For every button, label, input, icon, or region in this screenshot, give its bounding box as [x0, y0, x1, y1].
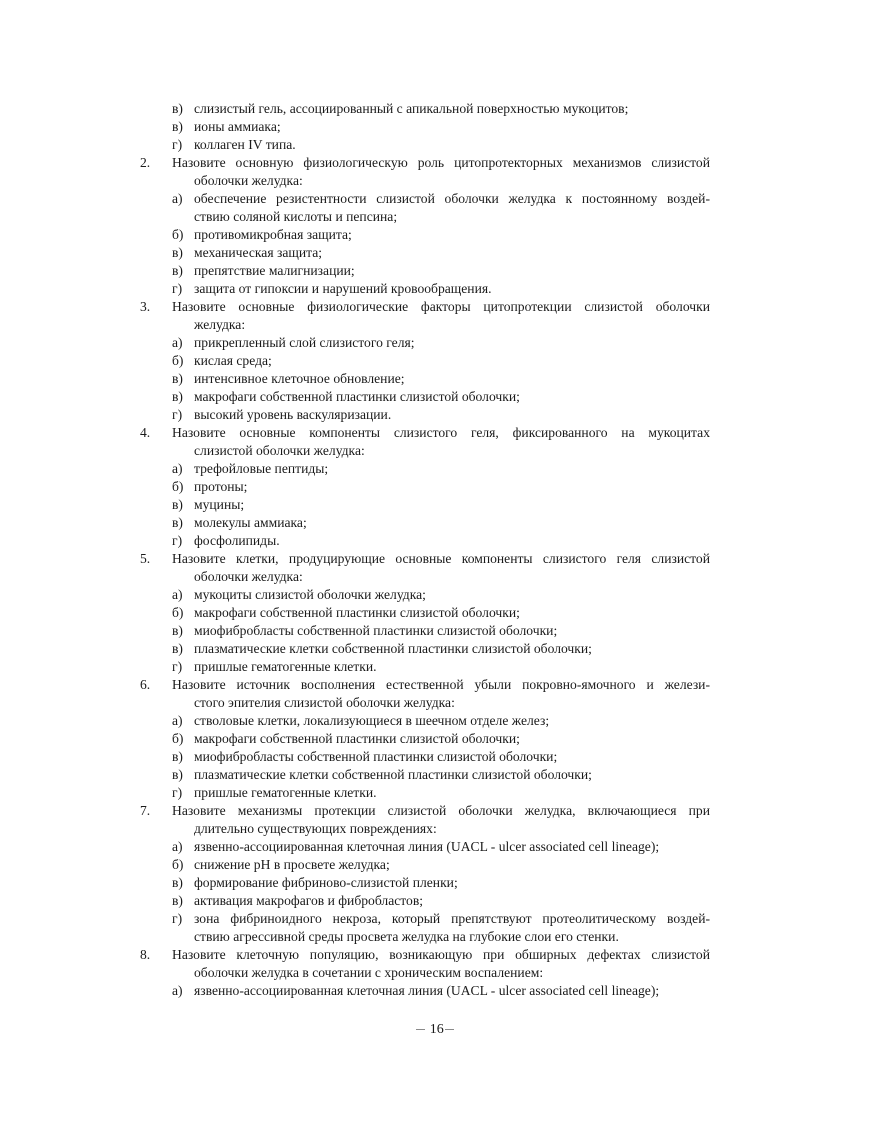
question-text: Назовите основную физиологическую роль цитопротекторных механизмов слизистой	[172, 155, 710, 170]
question-list	[140, 100, 710, 1000]
option-text: фосфолипиды.	[194, 533, 280, 548]
answer-option	[140, 784, 710, 802]
option-marker: г)	[172, 281, 183, 296]
continuation-line: оболочки желудка:	[194, 173, 303, 188]
question-line	[140, 802, 710, 820]
option-marker: в)	[172, 875, 183, 890]
option-text: протоны;	[194, 479, 248, 494]
answer-option	[140, 136, 710, 154]
option-text: миофибробласты собственной пластинки слизистой оболочки;	[194, 623, 558, 638]
answer-option	[140, 100, 710, 118]
answer-option	[140, 352, 710, 370]
option-marker: а)	[172, 839, 183, 854]
option-marker: в)	[172, 245, 183, 260]
option-marker: а)	[172, 335, 183, 350]
answer-option	[140, 514, 710, 532]
option-marker: г)	[172, 137, 183, 152]
option-marker: в)	[172, 749, 183, 764]
option-text: формирование фибриново-слизистой пленки;	[194, 875, 458, 890]
question-number: 6.	[140, 677, 151, 692]
option-marker: г)	[172, 911, 183, 926]
question-number: 5.	[140, 551, 151, 566]
option-text: противомикробная защита;	[194, 227, 352, 242]
option-text: слизистый гель, ассоциированный с апикальной поверхностью мукоцитов;	[194, 101, 629, 116]
option-marker: в)	[172, 497, 183, 512]
option-text: пришлые гематогенные клетки.	[194, 785, 377, 800]
option-text: макрофаги собственной пластинки слизистой оболочки;	[194, 731, 520, 746]
option-text: макрофаги собственной пластинки слизистой оболочки;	[194, 389, 520, 404]
option-marker: в)	[172, 767, 183, 782]
option-marker: г)	[172, 407, 183, 422]
option-text: плазматические клетки собственной пластинки слизистой оболочки;	[194, 641, 592, 656]
option-text: язвенно-ассоциированная клеточная линия (UACL - ulcer associated cell lineage);	[194, 839, 660, 854]
answer-option	[140, 334, 710, 352]
question-line	[140, 550, 710, 568]
answer-option	[140, 370, 710, 388]
answer-option	[140, 658, 710, 676]
question-number: 8.	[140, 947, 151, 962]
question-line	[140, 154, 710, 172]
page-number	[0, 1022, 870, 1038]
option-marker: б)	[172, 731, 184, 746]
option-marker: г)	[172, 659, 183, 674]
answer-option	[140, 892, 710, 910]
option-text: миофибробласты собственной пластинки слизистой оболочки;	[194, 749, 558, 764]
option-marker: б)	[172, 227, 184, 242]
answer-option	[140, 190, 710, 208]
answer-option	[140, 856, 710, 874]
question-text: Назовите клеточную популяцию, возникающую при обширных дефектах слизистой	[172, 947, 710, 962]
page-number-text: 16	[429, 1022, 444, 1037]
answer-option	[140, 478, 710, 496]
option-marker: г)	[172, 785, 183, 800]
answer-option	[140, 226, 710, 244]
option-text: защита от гипоксии и нарушений кровообращения.	[194, 281, 492, 296]
continuation-line: желудка:	[194, 317, 246, 332]
option-marker: а)	[172, 713, 183, 728]
option-text: прикрепленный слой слизистого геля;	[194, 335, 415, 350]
question-line	[140, 298, 710, 316]
answer-option	[140, 766, 710, 784]
question-text: Назовите механизмы протекции слизистой оболочки желудка, включающиеся при	[172, 803, 710, 818]
continuation-line: оболочки желудка в сочетании с хроническим воспалением:	[194, 965, 544, 980]
answer-option	[140, 496, 710, 514]
option-text: препятствие малигнизации;	[194, 263, 355, 278]
option-text: мукоциты слизистой оболочки желудка;	[194, 587, 426, 602]
answer-option	[140, 910, 710, 928]
question-text: Назовите источник восполнения естественной убыли покровно-ямочного и желези-	[172, 677, 710, 692]
option-text: зона фибриноидного некроза, который препятствуют протеолитическому воздей-	[194, 911, 710, 926]
option-marker: в)	[172, 101, 183, 116]
option-marker: в)	[172, 371, 183, 386]
question-number: 2.	[140, 155, 151, 170]
continuation-line: оболочки желудка:	[194, 569, 303, 584]
answer-option	[140, 118, 710, 136]
option-marker: в)	[172, 515, 183, 530]
option-text: механическая защита;	[194, 245, 323, 260]
option-marker: б)	[172, 479, 184, 494]
page-number-dash-right	[445, 1029, 454, 1030]
option-marker: в)	[172, 119, 183, 134]
page-number-dash-left	[416, 1029, 425, 1030]
answer-option	[140, 244, 710, 262]
answer-option	[140, 604, 710, 622]
option-text: плазматические клетки собственной пластинки слизистой оболочки;	[194, 767, 592, 782]
answer-option	[140, 730, 710, 748]
answer-option	[140, 982, 710, 1000]
option-text: интенсивное клеточное обновление;	[194, 371, 405, 386]
option-marker: в)	[172, 623, 183, 638]
answer-option	[140, 874, 710, 892]
question-number: 3.	[140, 299, 151, 314]
answer-option	[140, 388, 710, 406]
option-text: стволовые клетки, локализующиеся в шеечном отделе желез;	[194, 713, 550, 728]
answer-option	[140, 586, 710, 604]
continuation-line: ствию агрессивной среды просвета желудка на глубокие слои его стенки.	[194, 929, 619, 944]
option-text: кислая среда;	[194, 353, 272, 368]
continuation-line: длительно существующих повреждениях:	[194, 821, 437, 836]
question-line	[140, 676, 710, 694]
option-text: коллаген IV типа.	[194, 137, 296, 152]
option-text: активация макрофагов и фибробластов;	[194, 893, 424, 908]
answer-option	[140, 712, 710, 730]
option-marker: б)	[172, 605, 184, 620]
option-text: трефойловые пептиды;	[194, 461, 329, 476]
question-text: Назовите клетки, продуцирующие основные компоненты слизистого геля слизистой	[172, 551, 710, 566]
option-text: обеспечение резистентности слизистой оболочки желудка к постоянному воздей-	[194, 191, 710, 206]
answer-option	[140, 748, 710, 766]
option-text: высокий уровень васкуляризации.	[194, 407, 392, 422]
option-text: муцины;	[194, 497, 245, 512]
question-line	[140, 946, 710, 964]
option-marker: а)	[172, 587, 183, 602]
option-marker: а)	[172, 983, 183, 998]
question-number: 4.	[140, 425, 151, 440]
option-marker: а)	[172, 191, 183, 206]
answer-option	[140, 262, 710, 280]
option-marker: а)	[172, 461, 183, 476]
answer-option	[140, 640, 710, 658]
option-marker: в)	[172, 263, 183, 278]
answer-option	[140, 622, 710, 640]
option-text: язвенно-ассоциированная клеточная линия (UACL - ulcer associated cell lineage);	[194, 983, 660, 998]
option-marker: б)	[172, 353, 184, 368]
answer-option	[140, 406, 710, 424]
answer-option	[140, 838, 710, 856]
continuation-line: ствию соляной кислоты и пепсина;	[194, 209, 398, 224]
question-text: Назовите основные компоненты слизистого геля, фиксированного на мукоцитах	[172, 425, 710, 440]
question-number: 7.	[140, 803, 151, 818]
answer-option	[140, 460, 710, 478]
question-line	[140, 424, 710, 442]
option-marker: б)	[172, 857, 184, 872]
continuation-line: слизистой оболочки желудка:	[194, 443, 365, 458]
answer-option	[140, 532, 710, 550]
option-text: снижение pH в просвете желудка;	[194, 857, 390, 872]
question-text: Назовите основные физиологические факторы цитопротекции слизистой оболочки	[172, 299, 710, 314]
continuation-line: стого эпителия слизистой оболочки желудка:	[194, 695, 455, 710]
option-text: макрофаги собственной пластинки слизистой оболочки;	[194, 605, 520, 620]
option-text: пришлые гематогенные клетки.	[194, 659, 377, 674]
option-marker: в)	[172, 893, 183, 908]
option-marker: в)	[172, 389, 183, 404]
option-marker: г)	[172, 533, 183, 548]
answer-option	[140, 280, 710, 298]
option-marker: в)	[172, 641, 183, 656]
option-text: ионы аммиака;	[194, 119, 281, 134]
option-text: молекулы аммиака;	[194, 515, 307, 530]
